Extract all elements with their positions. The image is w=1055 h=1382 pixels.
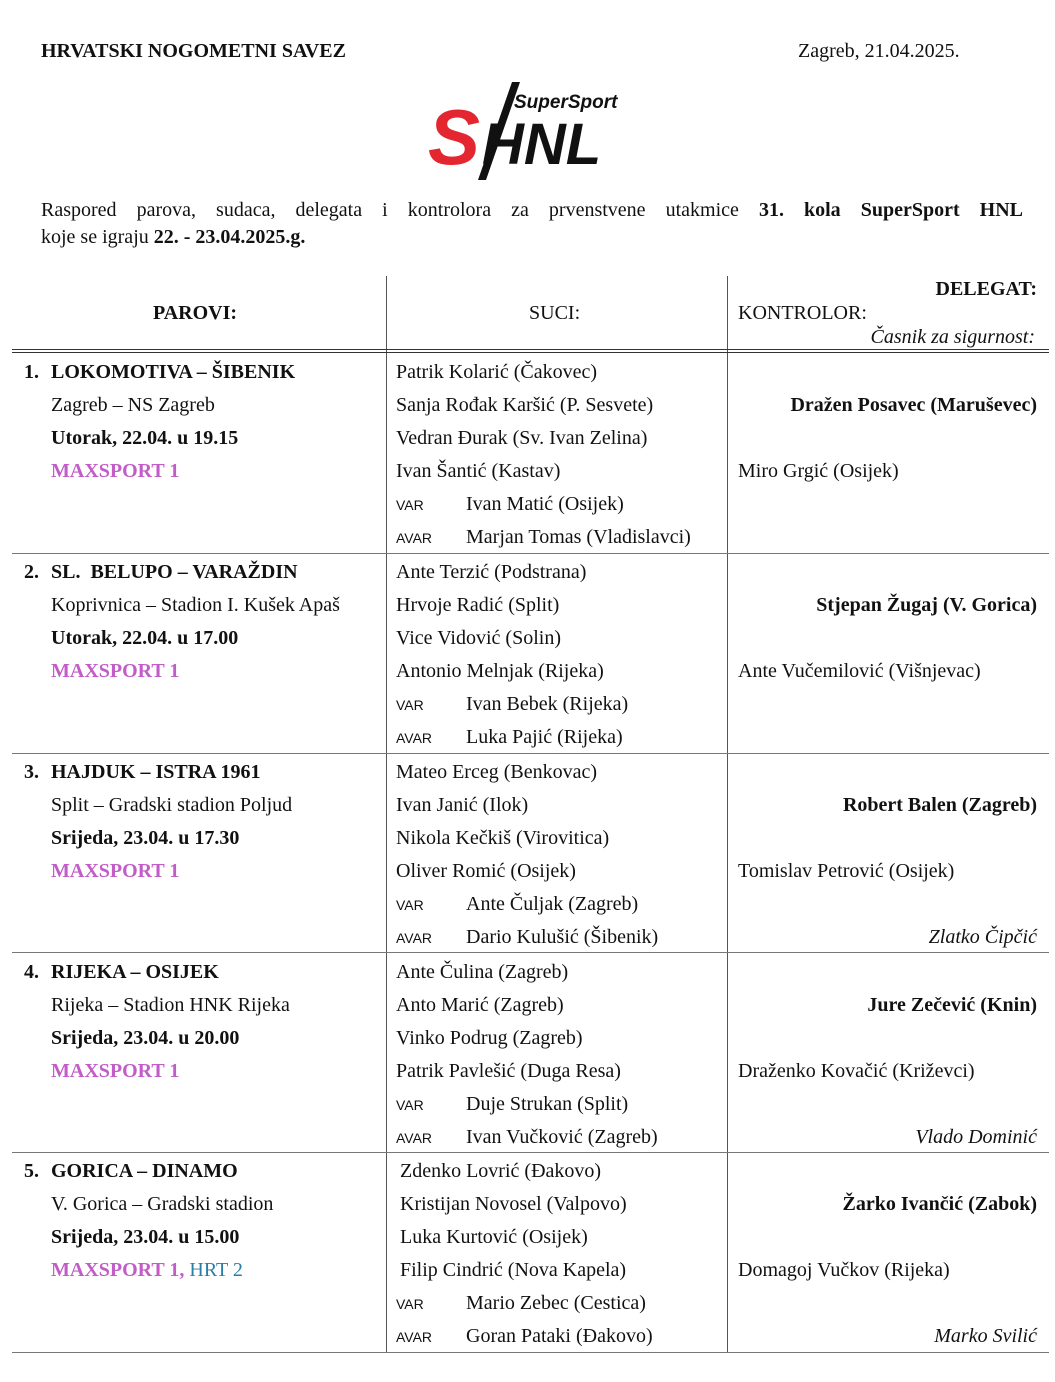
intro-dates: 22. - 23.04.2025.g. — [153, 226, 306, 248]
var-referee: Ivan Bebek (Rijeka) — [466, 693, 629, 715]
intro-paragraph — [41, 197, 1023, 251]
assistant-referee-1: Kristijan Novosel (Valpovo) — [400, 1193, 627, 1215]
assistant-referee-1: Sanja Rođak Karšić (P. Sesvete) — [396, 394, 654, 416]
intro-text-b: koje se igraju — [41, 226, 154, 248]
match-teams: HAJDUK – ISTRA 1961 — [51, 761, 261, 783]
assistant-referee-2: Vinko Podrug (Zagreb) — [396, 1027, 583, 1049]
delegate: Stjepan Žugaj (V. Gorica) — [816, 594, 1037, 616]
match-tv — [51, 660, 179, 683]
match-time: Srijeda, 23.04. u 15.00 — [51, 1226, 240, 1248]
match-number: 4. — [24, 961, 39, 983]
match-teams: LOKOMOTIVA – ŠIBENIK — [51, 361, 296, 383]
logo-hnl-text: HNL — [482, 112, 602, 177]
referee: Ante Terzić (Podstrana) — [396, 561, 587, 583]
header-rule-bottom — [12, 352, 1049, 353]
fourth-official: Antonio Melnjak (Rijeka) — [396, 660, 604, 682]
assistant-referee-2: Luka Kurtović (Osijek) — [400, 1226, 588, 1248]
match-venue: Zagreb – NS Zagreb — [51, 394, 215, 416]
col-header-delegat: DELEGAT: — [935, 278, 1037, 300]
tv-separator: , — [179, 1259, 190, 1281]
match-venue: V. Gorica – Gradski stadion — [51, 1193, 274, 1215]
match-time: Srijeda, 23.04. u 17.30 — [51, 827, 240, 849]
federation-name: HRVATSKI NOGOMETNI SAVEZ — [41, 40, 346, 62]
logo-s-letter: S — [428, 93, 481, 181]
fourth-official: Filip Cindrić (Nova Kapela) — [400, 1259, 627, 1281]
var-label: VAR — [396, 497, 424, 513]
tv-channel: MAXSPORT 1 — [51, 1259, 180, 1281]
var-referee: Mario Zebec (Cestica) — [466, 1292, 646, 1314]
var-label: VAR — [396, 1296, 424, 1312]
controller: Ante Vučemilović (Višnjevac) — [738, 660, 981, 682]
avar-referee: Goran Pataki (Đakovo) — [466, 1325, 653, 1347]
match-venue: Koprivnica – Stadion I. Kušek Apaš — [51, 594, 340, 616]
fourth-official: Patrik Pavlešić (Duga Resa) — [396, 1060, 621, 1082]
security-officer: Zlatko Čipčić — [928, 926, 1037, 948]
match-row — [0, 755, 1055, 955]
delegate: Robert Balen (Zagreb) — [842, 794, 1037, 816]
match-time: Srijeda, 23.04. u 20.00 — [51, 1027, 240, 1049]
referee: Patrik Kolarić (Čakovec) — [396, 361, 598, 383]
match-venue: Rijeka – Stadion HNK Rijeka — [51, 994, 290, 1016]
fourth-official: Ivan Šantić (Kastav) — [396, 460, 561, 482]
match-row — [0, 555, 1055, 755]
var-label: VAR — [396, 697, 424, 713]
assistant-referee-2: Vice Vidović (Solin) — [396, 627, 561, 649]
assistant-referee-2: Vedran Đurak (Sv. Ivan Zelina) — [396, 427, 648, 449]
avar-referee: Dario Kulušić (Šibenik) — [466, 926, 659, 948]
match-row — [0, 955, 1055, 1155]
var-referee: Duje Strukan (Split) — [466, 1093, 629, 1115]
fourth-official: Oliver Romić (Osijek) — [396, 860, 576, 882]
tv-channel: MAXSPORT 1 — [51, 660, 180, 682]
referee: Zdenko Lovrić (Đakovo) — [400, 1160, 602, 1182]
tv-channel: MAXSPORT 1 — [51, 1060, 180, 1082]
referee: Mateo Erceg (Benkovac) — [396, 761, 598, 783]
var-label: VAR — [396, 897, 424, 913]
match-time: Utorak, 22.04. u 19.15 — [51, 427, 239, 449]
match-number: 1. — [24, 361, 39, 383]
match-number: 2. — [24, 561, 39, 583]
security-officer: Marko Svilić — [934, 1325, 1037, 1347]
match-tv — [51, 860, 179, 883]
avar-label: AVAR — [396, 930, 433, 946]
col-header-parovi: PAROVI: — [153, 302, 238, 324]
assistant-referee-1: Anto Marić (Zagreb) — [396, 994, 564, 1016]
avar-label: AVAR — [396, 530, 433, 546]
delegate: Dražen Posavec (Maruševec) — [790, 394, 1037, 416]
tv-channel: MAXSPORT 1 — [51, 860, 180, 882]
tv-channel-2: HRT 2 — [189, 1259, 243, 1281]
intro-line-2 — [41, 226, 305, 248]
controller: Miro Grgić (Osijek) — [738, 460, 899, 482]
match-row — [0, 355, 1055, 555]
controller: Domagoj Vučkov (Rijeka) — [738, 1259, 950, 1281]
match-teams: RIJEKA – OSIJEK — [51, 961, 219, 983]
delegate: Jure Zečević (Knin) — [867, 994, 1037, 1016]
supersport-hnl-logo — [420, 80, 645, 185]
match-number: 3. — [24, 761, 39, 783]
security-officer: Vlado Dominić — [915, 1126, 1037, 1148]
avar-label: AVAR — [396, 1329, 433, 1345]
intro-text-a: Raspored parova, sudaca, delegata i kontrolora za prvenstvene utakmice — [41, 199, 759, 221]
assistant-referee-2: Nikola Kečkiš (Virovitica) — [396, 827, 610, 849]
tv-channel: MAXSPORT 1 — [51, 460, 180, 482]
avar-label: AVAR — [396, 1130, 433, 1146]
avar-label: AVAR — [396, 730, 433, 746]
avar-referee: Luka Pajić (Rijeka) — [466, 726, 623, 748]
match-venue: Split – Gradski stadion Poljud — [51, 794, 293, 816]
match-tv — [51, 460, 179, 483]
referee: Ante Čulina (Zagreb) — [396, 961, 569, 983]
place-date: Zagreb, 21.04.2025. — [798, 40, 960, 62]
avar-referee: Ivan Vučković (Zagreb) — [466, 1126, 658, 1148]
match-teams: SL. BELUPO – VARAŽDIN — [51, 561, 298, 583]
var-label: VAR — [396, 1097, 424, 1113]
col-header-casnik: Časnik za sigurnost: — [870, 326, 1035, 348]
match-number: 5. — [24, 1160, 39, 1182]
col-header-kontrolor: KONTROLOR: — [738, 302, 867, 324]
match-tv — [51, 1259, 243, 1282]
controller: Tomislav Petrović (Osijek) — [738, 860, 955, 882]
assistant-referee-1: Hrvoje Radić (Split) — [396, 594, 560, 616]
intro-round: 31. kola SuperSport HNL — [758, 199, 1023, 221]
delegate: Žarko Ivančić (Zabok) — [842, 1193, 1037, 1215]
var-referee: Ivan Matić (Osijek) — [466, 493, 624, 515]
match-tv — [51, 1060, 179, 1083]
var-referee: Ante Čuljak (Zagreb) — [466, 893, 639, 915]
logo-supersport-text: SuperSport — [514, 92, 618, 113]
match-time: Utorak, 22.04. u 17.00 — [51, 627, 239, 649]
intro-line-1 — [41, 197, 1023, 224]
controller: Draženko Kovačić (Križevci) — [738, 1060, 975, 1082]
header-rule-top — [12, 349, 1049, 350]
assistant-referee-1: Ivan Janić (Ilok) — [396, 794, 529, 816]
match-row — [0, 1154, 1055, 1354]
col-header-suci: SUCI: — [529, 302, 581, 324]
match-teams: GORICA – DINAMO — [51, 1160, 238, 1182]
avar-referee: Marjan Tomas (Vladislavci) — [466, 526, 691, 548]
